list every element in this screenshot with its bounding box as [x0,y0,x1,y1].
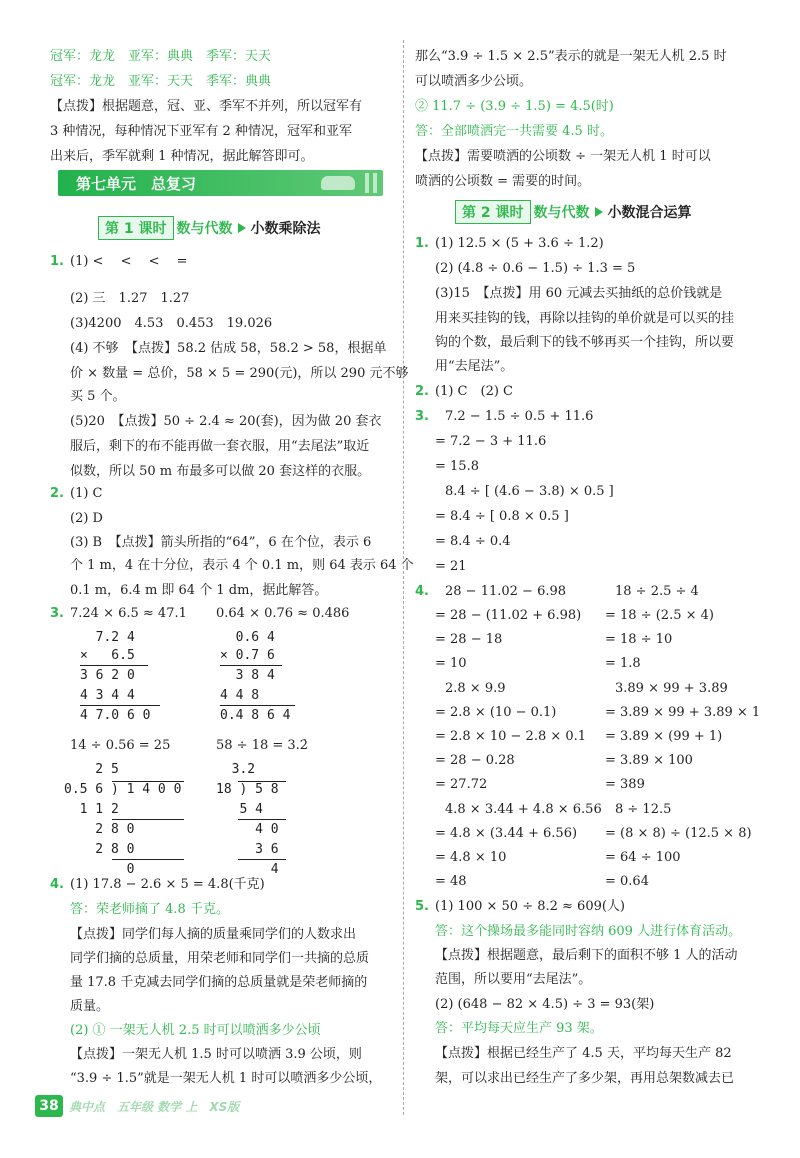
calc-row: 0.6 4 [220,630,275,645]
calc-row: 7.2 4 [80,630,135,645]
question-number: 4. [415,584,429,599]
q4-colA: = 27.72 [435,777,488,792]
question-number: 5. [415,899,429,914]
decor-bar [365,173,369,193]
calc-rule [220,665,282,666]
q1-line: (1) < < < = [70,254,188,269]
q4-colB: 3.89 × 99 + 3.89 [615,681,728,696]
unit-banner [58,170,383,196]
calc-rule [238,781,286,782]
lesson-box: 第 1 课时 [98,216,174,240]
q3-eq: 58 ÷ 18 = 3.2̇ [216,738,309,753]
q4-colA: = 2.8 × (10 − 0.1) [435,705,557,720]
calc-row: 2 5 [64,762,119,777]
calc-row: 4 4 8 [220,688,260,703]
q4-colA: = 28 − 0.28 [435,753,515,768]
hint-line: 3 种情况，每种情况下亚军有 2 种情况，冠军和亚军 [50,124,352,139]
question-number: 3. [50,606,64,621]
q2-line: (3) B 【点拨】箭头所指的“64”，6 在个位，表示 6 [70,535,372,550]
q4-colB: = (8 × 8) ÷ (12.5 × 8) [605,826,752,841]
q1-line: 用“去尾法”。 [435,359,514,374]
q4-colA: = 28 − (11.02 + 6.98) [435,608,582,623]
calc-row: × 6.5 [80,648,135,663]
text-line: 可以喷洒多少公顷。 [415,74,533,89]
calc-rule [112,819,184,820]
answer-line: 冠军：龙龙 亚军：天天 季军：典典 [50,74,272,89]
answer-line: 答：全部喷洒完一共需要 4.5 时。 [415,124,613,139]
q3-line: = 8.4 ÷ [ 0.8 × 0.5 ] [435,509,569,524]
hint-line: 范围，所以要用“去尾法”。 [435,972,592,987]
hint-line: 【点拨】根据已经生产了 4.5 天，平均每天生产 82 [435,1046,732,1061]
calc-row: 3 6 [216,842,279,857]
q1-line: (1) 12.5 × (5 + 3.6 ÷ 1.2) [435,236,604,251]
q4-colB: = 18 ÷ 10 [605,632,673,647]
calc-row: 4 [216,862,279,877]
calc-row: 5 4 [216,802,263,817]
calc-row: 3 6 2 0 [80,668,135,683]
question-number: 2. [50,486,64,501]
calc-row: 2 8 0 [64,842,135,857]
hint-line: 【点拨】需要喷洒的公顷数 ÷ 一架无人机 1 时可以 [415,149,711,164]
column-divider [403,40,404,1115]
q2-line: 0.1 m，6.4 m 即 64 个 1 dm，据此解答。 [70,583,328,598]
q4-colA: 2.8 × 9.9 [445,681,506,696]
calc-row: 4 3 4 4 [80,688,135,703]
answer-line: ② 11.7 ÷ (3.9 ÷ 1.5) = 4.5(时) [415,99,614,114]
calc-row: 1 1 2 [64,802,119,817]
q1-line: 买 5 个。 [70,389,126,404]
lesson-heading [98,216,321,240]
q4-colB: = 1.8 [605,656,641,671]
q3-line: = 15.8 [435,459,479,474]
hint-line: 架，可以求出已经生产了多少架，再用总架数减去已 [435,1071,735,1086]
question-number: 4. [50,877,64,892]
q3-line: 8.4 ÷ [ (4.6 − 3.8) × 0.5 ] [445,484,614,499]
q1-line: (4) 不够 【点拨】58.2 估成 58，58.2 > 58，根据单 [70,341,387,356]
question-number: 1. [50,254,64,269]
calc-rule [112,859,184,860]
hint-line: 【点拨】一架无人机 1.5 时可以喷洒 3.9 公顷，则 [70,1047,362,1062]
question-number: 2. [415,384,429,399]
hint-line: 出来后，季军就剩 1 种情况，据此解答即可。 [50,149,314,164]
calc-row: 3 8 4 [220,668,275,683]
calc-row: × 0.7 6 [220,648,275,663]
calc-rule [112,781,184,782]
q1-line: (5)20 【点拨】50 ÷ 2.4 ≈ 20(套)，因为做 20 套衣 [70,414,382,429]
hint-line: 喷洒的公顷数 = 需要的时间。 [415,174,591,189]
car-icon [321,176,355,190]
calc-row: 18 ) 5 8 [216,782,279,797]
q4-colB: = 3.89 × 100 [605,753,693,768]
vertical-multiplication [80,630,200,730]
q2-line: (1) C [70,486,103,501]
q4-colB: = 389 [605,777,645,792]
page-footer [35,1095,275,1117]
long-division [216,762,326,887]
q4-colB: = 64 ÷ 100 [605,850,681,865]
lesson-heading [455,200,692,224]
calc-rule [238,819,286,820]
q1-line: 服后，剩下的布不能再做一套衣服，用“去尾法”取近 [70,439,370,454]
q3-line: = 21 [435,559,467,574]
q3-eq: 7.24 × 6.5 ≈ 47.1 [70,606,187,621]
q5-line: (1) 100 × 50 ÷ 8.2 ≈ 609(人) [435,899,626,914]
calc-rule [220,705,295,706]
calc-row: 3.2 [216,762,256,777]
q1-line: 似数，所以 50 m 布最多可以做 20 套这样的衣服。 [70,464,371,479]
q4-colB: 8 ÷ 12.5 [615,802,672,817]
q4-colA: = 4.8 × 10 [435,850,507,865]
q4-colB: = 3.89 × (99 + 1) [605,729,723,744]
q2-line: 个 1 m，4 在十分位，表示 4 个 0.1 m，则 64 表示 64 个 [70,558,414,573]
calc-row: 0 [64,862,135,877]
q2-line: (2) D [70,511,103,526]
q2-line: (1) C (2) C [435,384,513,399]
long-division [64,762,204,887]
hint-line: 质量。 [70,999,110,1014]
q4-colA: = 28 − 18 [435,632,503,647]
lesson-topic: 数与代数 [533,205,590,221]
calc-rule [80,665,148,666]
question-number: 3. [415,409,429,424]
triangle-icon [595,207,603,217]
q4-colA: 28 − 11.02 − 6.98 [445,584,567,599]
q4-colB: 18 ÷ 2.5 ÷ 4 [615,584,699,599]
q1-line: 用来买挂钩的钱，再除以挂钩的单价就是可以买的挂 [435,311,735,326]
q1-line: (3)4200 4.53 0.453 19.026 [70,316,273,331]
q1-line: (2) 三 1.27 1.27 [70,291,190,306]
q4-colA: 4.8 × 3.44 + 4.8 × 6.56 [445,802,602,817]
hint-line: “3.9 ÷ 1.5”就是一架无人机 1 时可以喷洒多少公顷， [70,1071,382,1086]
q3-line: = 8.4 ÷ 0.4 [435,534,511,549]
page-number: 38 [35,1095,63,1117]
answer-line: 冠军：龙龙 亚军：典典 季军：天天 [50,49,272,64]
answer-line: 答：平均每天应生产 93 架。 [435,1021,603,1036]
triangle-icon [238,223,246,233]
q4-colA: = 4.8 × (3.44 + 6.56) [435,826,578,841]
q1-line: 价 × 数量 = 总价，58 × 5 = 290(元)，所以 290 元不够 [70,366,409,381]
q1-line: (2) (4.8 ÷ 0.6 − 1.5) ÷ 1.3 = 5 [435,261,636,276]
answer-line: (2) ① 一架无人机 2.5 时可以喷洒多少公顷 [70,1023,321,1038]
book-brand: 典中点 五年级 数学 上 XS版 [69,1100,240,1114]
calc-row: 2 8 0 [64,822,135,837]
decor-bar [373,173,377,193]
hint-line: 【点拨】根据题意，最后剩下的面积不够 1 人的活动 [435,948,738,963]
lesson-box: 第 2 课时 [455,200,531,224]
q4-line: (1) 17.8 − 2.6 × 5 = 4.8(千克) [70,877,265,892]
calc-row: 0.5 6 ) 1 4 0 0 [64,782,182,797]
q3-line: = 7.2 − 3 + 11.6 [435,434,547,449]
calc-rule [238,859,286,860]
hint-line: 【点拨】同学们每人摘的质量乘同学们的人数求出 [70,927,357,942]
hint-line: 量 17.8 千克减去同学们摘的总质量就是荣老师摘的 [70,975,368,990]
hint-line: 同学们摘的总质量，用荣老师和同学们一共摘的总质 [70,951,370,966]
q1-line: 钩的个数，最后剩下的钱不够再买一个挂钩，所以要 [435,335,735,350]
q3-eq: 0.64 × 0.76 ≈ 0.486 [216,606,350,621]
q4-colA: = 2.8 × 10 − 2.8 × 0.1 [435,729,587,744]
calc-rule [80,705,160,706]
vertical-multiplication [220,630,340,730]
q5-line: (2) (648 − 82 × 4.5) ÷ 3 = 93(架) [435,997,655,1012]
q4-colB: = 0.64 [605,874,649,889]
unit-title: 第七单元 总复习 [76,175,197,193]
q4-colB: = 18 ÷ (2.5 × 4) [605,608,714,623]
calc-row: 4 7.0 6 0 [80,708,151,723]
answer-line: 答：荣老师摘了 4.8 千克。 [70,902,229,917]
lesson-topic: 数与代数 [176,221,233,237]
question-number: 1. [415,236,429,251]
q4-colB: = 3.89 × 99 + 3.89 × 1 [605,705,761,720]
hint-line: 【点拨】根据题意，冠、亚、季军不并列，所以冠军有 [50,99,363,114]
q4-colA: = 48 [435,874,467,889]
lesson-sub: 小数混合运算 [607,205,692,221]
lesson-sub: 小数乘除法 [250,221,321,237]
calc-row: 4 0 [216,822,279,837]
q4-colA: = 10 [435,656,467,671]
q3-line: 7.2 − 1.5 ÷ 0.5 + 11.6 [445,409,594,424]
q1-line: (3)15 【点拨】用 60 元减去买抽纸的总价钱就是 [435,286,723,301]
calc-row: 0.4 8 6 4 [220,708,291,723]
answer-line: 答：这个操场最多能同时容纳 609 人进行体育活动。 [435,924,742,939]
text-line: 那么“3.9 ÷ 1.5 × 2.5”表示的就是一架无人机 2.5 时 [415,49,727,64]
q3-eq: 14 ÷ 0.56 = 25 [70,738,171,753]
